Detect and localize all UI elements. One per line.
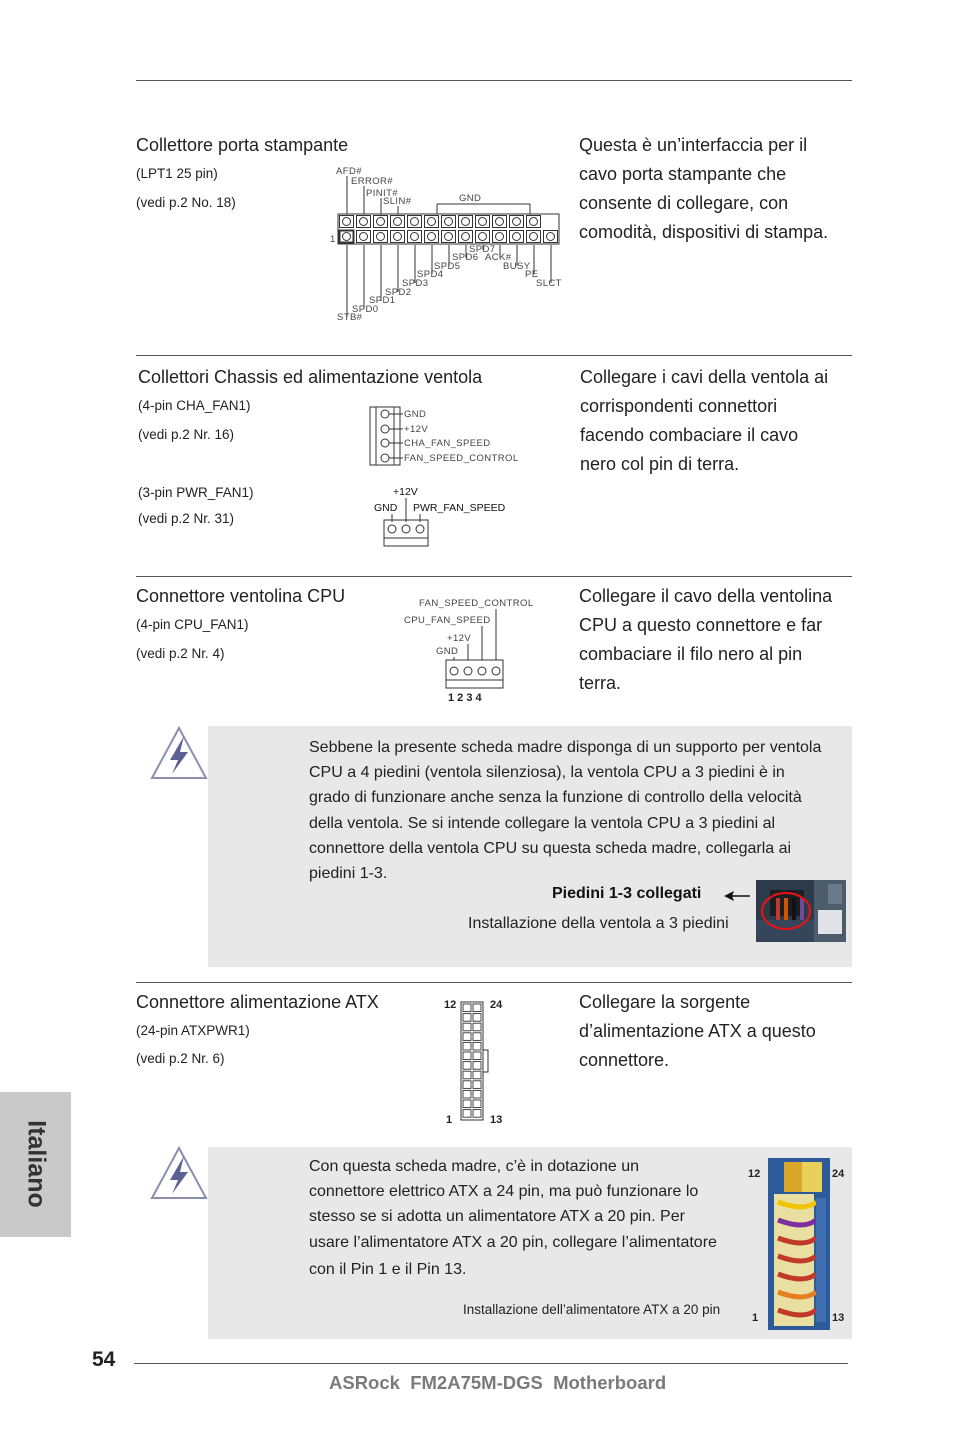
pin-hole (377, 233, 385, 241)
printer-desc-line: cavo porta stampante che (579, 164, 787, 184)
note1-line: grado di funzionare anche senza la funzione di controllo della velocità (309, 789, 802, 807)
note1-caption: Installazione della ventola a 3 piedini (468, 915, 729, 932)
printer-ref: (vedi p.2 No. 18) (136, 195, 236, 210)
pin-hole (411, 233, 419, 241)
atx-label-13: 13 (490, 1114, 503, 1126)
pin-label-afd: AFD# (336, 166, 362, 177)
atx-pin-cell (473, 1023, 481, 1031)
cha-pin-12v: +12V (404, 424, 429, 435)
note2-line: usare l’alimentatore ATX a 20 pin, collegare l’alimentatore (309, 1233, 717, 1251)
atx-pin-cell (463, 1023, 471, 1031)
pin-hole (513, 218, 521, 226)
pin-hole (428, 233, 436, 241)
pin-label-slct: SLCT (536, 278, 562, 289)
pin-hole (496, 233, 504, 241)
atx-label-12: 12 (444, 999, 457, 1011)
pin-label-spd6: SPD6 (452, 252, 479, 263)
atx-pin-cell (473, 1081, 481, 1089)
pin-hole (462, 233, 470, 241)
atx-pin-cell (473, 1052, 481, 1060)
side-tab-label: Italiano (22, 1120, 51, 1208)
pin-hole (360, 233, 368, 241)
pwr-fan-diagram (370, 484, 520, 548)
page-number: 54 (92, 1348, 116, 1371)
printer-desc (579, 131, 828, 247)
section-rule (136, 576, 852, 577)
printer-desc-line: Questa è un’interfaccia per il (579, 135, 808, 155)
atx-desc-line: Collegare la sorgente (579, 992, 751, 1012)
pin-hole (445, 218, 453, 226)
note1-line: Sebbene la presente scheda madre disponga di un supporto per ventola (309, 739, 822, 756)
atx-pin-cell (473, 1100, 481, 1108)
atx-pin-cell (463, 1110, 471, 1118)
footer-rule (134, 1363, 848, 1364)
printer-desc-line: consente di collegare, con (579, 193, 789, 213)
top-rule (136, 80, 852, 81)
note1-line: della ventola. Se si intende collegare la ventola CPU a 3 piedini al (309, 814, 776, 832)
pin-hole (343, 218, 351, 226)
note2-line: stesso se si adotta un alimentatore ATX a 20 pin. Per (309, 1208, 685, 1226)
cpu-fan-diagram (400, 592, 545, 707)
warning-icon (148, 724, 210, 782)
atx-pin-cell (463, 1004, 471, 1012)
atx-pin-cell (463, 1100, 471, 1108)
footer-product: ASRock FM2A75M-DGS Motherboard (329, 1372, 667, 1393)
pin-hole (547, 233, 555, 241)
pin-hole (428, 218, 436, 226)
pin-label-spd7: SPD7 (469, 244, 496, 255)
atx-pin-cell (463, 1042, 471, 1050)
section-rule (136, 355, 852, 356)
pin-label-stb: STB# (337, 312, 363, 323)
note1-text (309, 735, 854, 886)
pin-label-gnd: GND (459, 193, 482, 204)
atx-24pin-diagram (438, 994, 518, 1128)
warning-icon (148, 1144, 210, 1202)
chassis-desc (580, 363, 828, 479)
chassis-spec2: (3-pin PWR_FAN1) (138, 485, 254, 500)
pin-label-spd2: SPD2 (385, 287, 412, 298)
printer-title: Collettore porta stampante (136, 135, 349, 155)
note2-text (309, 1154, 749, 1282)
note1-line: connettore della ventola CPU su questa scheda madre, collegarla ai (309, 839, 792, 857)
pin-label-busy: BUSY (503, 261, 531, 272)
cha-fan-diagram (365, 402, 545, 470)
atx-pin-cell (473, 1110, 481, 1118)
atx-label-1: 1 (446, 1114, 453, 1126)
pin1-label: 1 (330, 234, 336, 245)
cpu-pin-gnd: GND (436, 646, 459, 657)
atx-pin-cell (463, 1014, 471, 1022)
pin-label-ack: ACK# (485, 252, 512, 263)
atx-pin-cell (463, 1062, 471, 1070)
pin-label-slin: SLIN# (383, 196, 412, 207)
atx-pin-cell (473, 1071, 481, 1079)
atx-pin-cell (473, 1090, 481, 1098)
atx-pin-cell (473, 1062, 481, 1070)
atx-pin-cell (463, 1071, 471, 1079)
pin-hole (411, 218, 419, 226)
cpu-pin-control: FAN_SPEED_CONTROL (419, 598, 534, 609)
printer-spec: (LPT1 25 pin) (136, 166, 218, 181)
cpu-pin-12v: +12V (447, 633, 472, 644)
pin-hole (530, 218, 538, 226)
cpufan-desc-line: Collegare il cavo della ventolina (579, 586, 833, 606)
atx-label-24: 24 (490, 999, 503, 1011)
pin-hole (530, 233, 538, 241)
atx20-label-12: 12 (748, 1168, 761, 1180)
atx-pin-cell (473, 1014, 481, 1022)
atx-pin-cell (463, 1081, 471, 1089)
pin-label-error: ERROR# (351, 176, 393, 187)
atx-pin-cell (473, 1033, 481, 1041)
note2-line: con il Pin 1 e il Pin 13. (309, 1260, 467, 1278)
pin-hole (479, 233, 487, 241)
cpufan-desc (579, 582, 832, 698)
pin-hole (377, 218, 385, 226)
note1-line: CPU a 4 piedini (ventola silenziosa), la ventola CPU a 3 piedini è in (309, 764, 785, 782)
pin-grid (338, 214, 559, 244)
atx-pin-cell (463, 1090, 471, 1098)
pin-label-spd3: SPD3 (402, 278, 429, 289)
pin-label-spd4: SPD4 (417, 269, 444, 280)
atx20-label-1: 1 (752, 1312, 759, 1324)
atx-20pin-photo (744, 1158, 852, 1332)
pwr-pin-gnd: GND (374, 502, 398, 514)
pin-label-spd1: SPD1 (369, 295, 396, 306)
cpu-pin-speed: CPU_FAN_SPEED (404, 615, 491, 626)
chassis-desc-line: corrispondenti connettori (580, 396, 778, 416)
atx-pin-cell (473, 1042, 481, 1050)
chassis-desc-line: facendo combaciare il cavo (580, 425, 799, 445)
atx-desc (579, 988, 816, 1075)
pwr-pin-speed: PWR_FAN_SPEED (413, 502, 506, 514)
chassis-desc-line: nero col pin di terra. (580, 454, 740, 474)
pin-hole (462, 218, 470, 226)
pin-hole (479, 218, 487, 226)
pin-hole (394, 233, 402, 241)
chassis-ref1: (vedi p.2 Nr. 16) (138, 427, 235, 442)
chassis-spec1: (4-pin CHA_FAN1) (138, 398, 251, 413)
pin-label-spd5: SPD5 (434, 261, 461, 272)
pin-hole (445, 233, 453, 241)
note2-caption: Installazione dell’alimentatore ATX a 20 pin (463, 1302, 721, 1317)
atx-ref: (vedi p.2 Nr. 6) (136, 1051, 225, 1066)
chassis-ref2: (vedi p.2 Nr. 31) (138, 511, 235, 526)
section-rule (136, 982, 852, 983)
pin-hole (496, 218, 504, 226)
cpu-pin-numbers: 1 2 3 4 (448, 692, 482, 704)
pin-hole (513, 233, 521, 241)
cpufan-ref: (vedi p.2 Nr. 4) (136, 646, 225, 661)
atx-pin-cell (463, 1033, 471, 1041)
pin-hole (360, 218, 368, 226)
note1-line: piedini 1-3. (309, 865, 388, 883)
atx-spec: (24-pin ATXPWR1) (136, 1023, 250, 1038)
chassis-title: Collettori Chassis ed alimentazione ventola (138, 367, 483, 387)
cpufan-title: Connettore ventolina CPU (136, 586, 346, 606)
atx-title: Connettore alimentazione ATX (136, 992, 379, 1012)
atx20-label-24: 24 (832, 1168, 845, 1180)
cpufan-spec: (4-pin CPU_FAN1) (136, 617, 249, 632)
cha-pin-control: FAN_SPEED_CONTROL (404, 453, 519, 464)
cha-pin-gnd: GND (404, 409, 427, 420)
pin-hole (343, 233, 351, 241)
pin-label-spd0: SPD0 (352, 304, 379, 315)
atx-pin-cell (463, 1052, 471, 1060)
cha-pin-speed: CHA_FAN_SPEED (404, 438, 491, 449)
printer-desc-line: comodità, dispositivi di stampa. (579, 222, 829, 242)
pwr-pin-12v: +12V (393, 486, 418, 498)
atx-desc-line: connettore. (579, 1050, 670, 1070)
atx-pin-cell (473, 1004, 481, 1012)
pin-label-pinit: PINIT# (366, 188, 398, 199)
arrow-left-icon (722, 889, 752, 903)
printer-header-diagram (325, 160, 565, 328)
cpufan-desc-line: CPU a questo connettore e far (579, 615, 823, 635)
note2-line: Con questa scheda madre, c’è in dotazione un (309, 1158, 639, 1175)
atx-pin-grid (463, 1004, 481, 1117)
cpufan-desc-line: combaciare il filo nero al pin (579, 644, 803, 664)
note1-bold-label: Piedini 1-3 collegati (552, 885, 702, 902)
pin-label-pe: PE (525, 269, 539, 280)
cpu-fan-photo (756, 880, 846, 942)
chassis-desc-line: Collegare i cavi della ventola ai (580, 367, 829, 387)
atx20-label-13: 13 (832, 1312, 845, 1324)
cpufan-desc-line: terra. (579, 673, 622, 693)
pin-hole (394, 218, 402, 226)
note2-line: connettore elettrico ATX a 24 pin, ma può funzionare lo (309, 1183, 699, 1201)
atx-desc-line: d’alimentazione ATX a questo (579, 1021, 816, 1041)
language-side-tab (0, 1092, 71, 1237)
